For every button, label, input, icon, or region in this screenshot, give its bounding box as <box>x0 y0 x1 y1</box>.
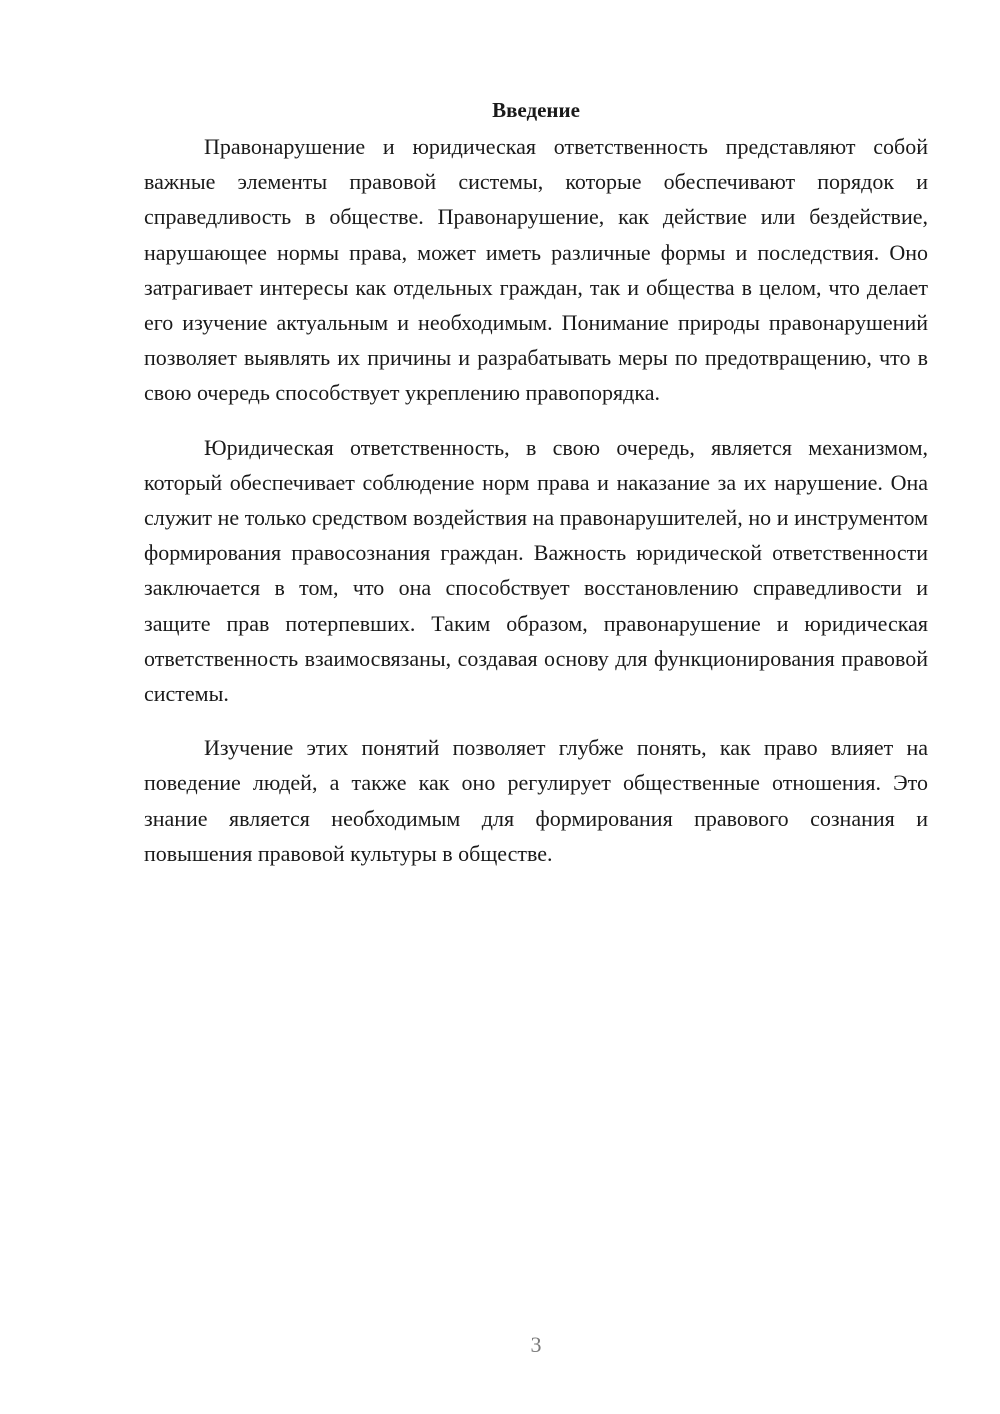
section-title: Введение <box>492 98 580 122</box>
paragraph-1: Правонарушение и юридическая ответственность представляют собой важные элементы правовой системы, которые обеспечивают порядок и справедливость в обществе. Правонарушение, как действие или бездействие, нарушающее нормы права, может иметь различные формы и последствия. Оно затрагивает интересы как отдельных граждан, так и общества в целом, что делает его изучение актуальным и необходимым. Понимание природы правонарушений позволяет выявлять их причины и разрабатывать меры по предотвращению, что в свою очередь способствует укреплению правопорядка. <box>144 134 928 406</box>
page-number: 3 <box>530 1332 542 1357</box>
paragraph-2: Юридическая ответственность, в свою очередь, является механизмом, который обеспечивает соблюдение норм права и наказание за их нарушение. Она служит не только средством воздействия на правонарушителей, но и инструментом формирования правосознания граждан. Важность юридической ответственности заключается в том, что она способствует восстановлению справедливости и защите прав потерпевших. Таким образом, правонарушение и юридическая ответственность взаимосвязаны, создавая основу для функционирования правовой системы. <box>144 434 928 707</box>
document-body <box>144 92 928 890</box>
paragraph-3: Изучение этих понятий позволяет глубже понять, как право влияет на поведение людей, а также как оно регулирует общественные отношения. Это знание является необходимым для формирования правового сознания и повышения правовой культуры в обществе. <box>144 735 928 866</box>
